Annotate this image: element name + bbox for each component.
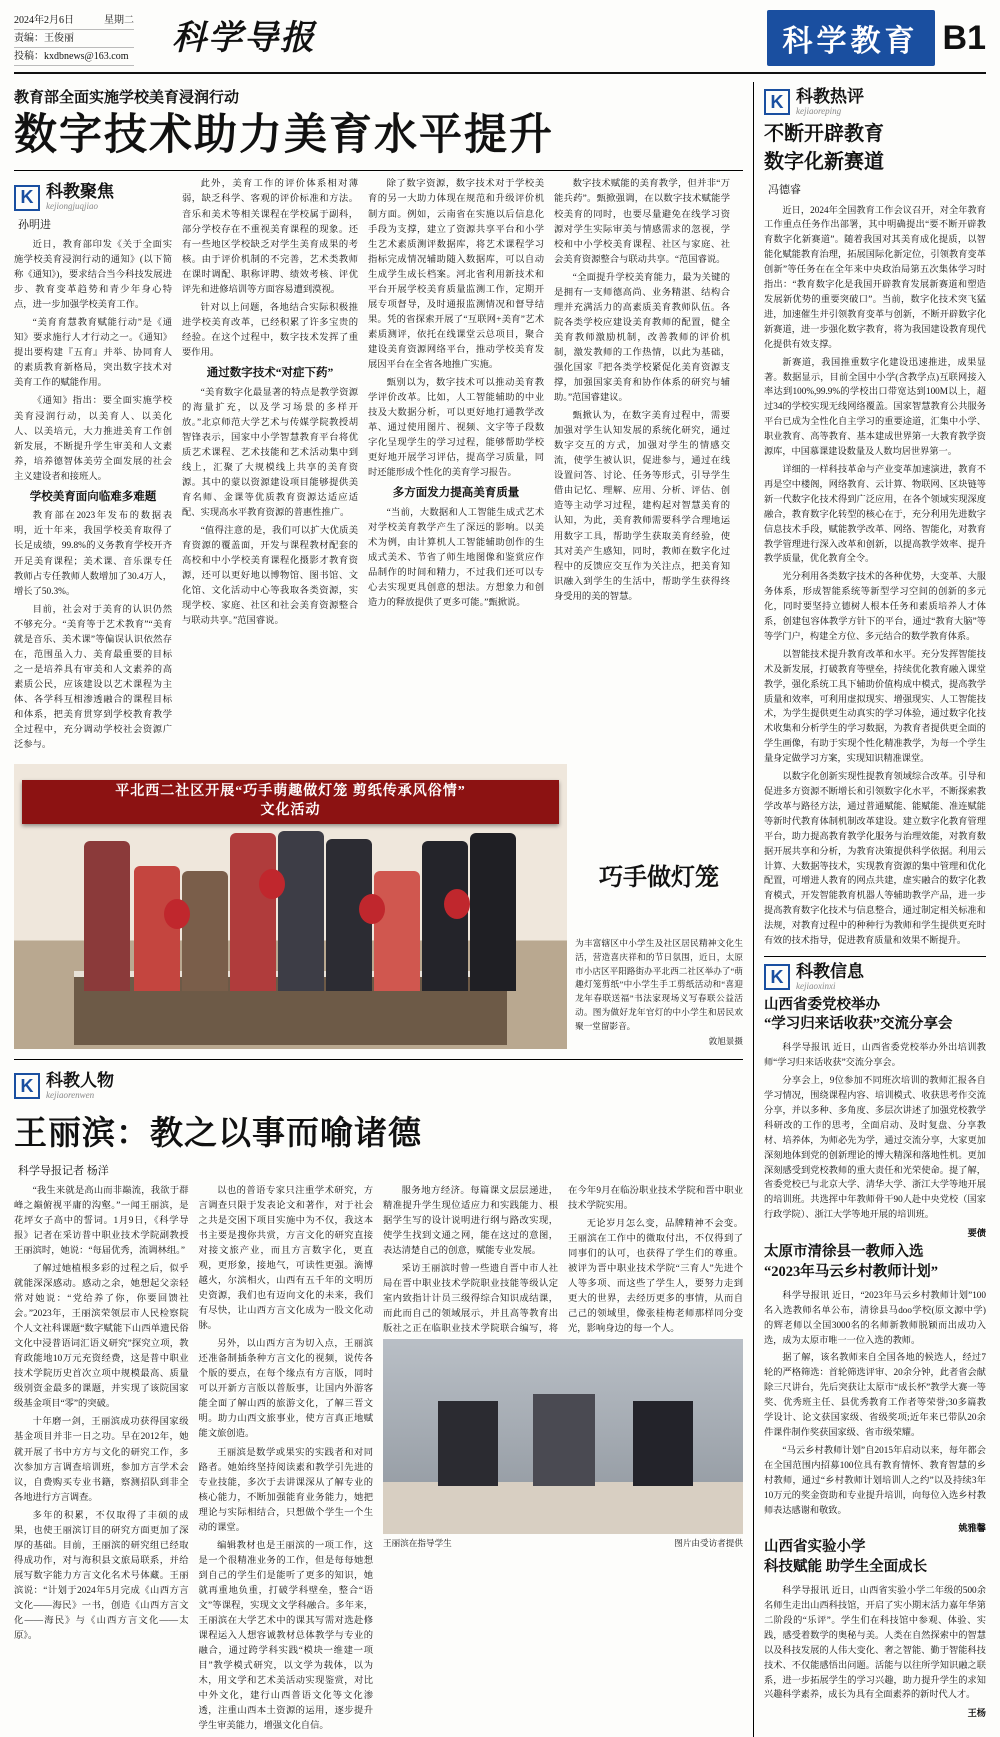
- commentary-title-1: 不断开辟教育: [764, 122, 884, 145]
- photo-person: [470, 833, 516, 991]
- section-logo-focus: [14, 183, 172, 212]
- paragraph: 光分利用各类数字技术的各种优势，大变革、大服务体系，形成智能系统等新型学习空间的创新的多元化，同时要坚持立德树人根本任务和素质培养人才体系，创建包容体教学方针下的平台，通过“教育大脑”等等学门户，构建全方位、多元结合的数学教育体系。: [764, 571, 986, 641]
- paragraph: 近日，教育部印发《关于全面实施学校美育浸润行动的通知》(以下简称《通知》)，要求结合当今科技发展进步、教育变革趋势和青少年身心特点，进一步加强学校美育工作。: [14, 240, 172, 311]
- lantern-icon: [444, 889, 470, 919]
- person-section: [14, 1059, 743, 1737]
- paragraph: “值得注意的是，我们可以扩大优质美育资源的覆盖面，开发与课程教材配套的高校和中小学校美育课程化摄影才教育资源，还可以更好地以博物馆、图书馆、文化馆、文化活动中心等我取各类资源，实现学校、家庭、社区和社会美育资源整合与联动共享。”范国睿说。: [182, 526, 358, 627]
- section-identity: [767, 10, 986, 66]
- photo-person: [278, 831, 324, 991]
- k-logo-icon: K: [14, 185, 40, 211]
- news-title-2: “学习归来话收获”交流分享会: [764, 1016, 953, 1033]
- section-logo-person: [14, 1072, 743, 1101]
- paragraph: 针对以上问题，各地结合实际积极推进学校美育改革，已经积累了许多宝贵的经验。在这个过程中，数字技术发挥了重要作用。: [182, 302, 358, 358]
- commentary-title-2: 数字化新赛道: [764, 150, 884, 173]
- photo-caption-block: [575, 859, 743, 1049]
- paragraph: 服务地方经济。每篇课文层层递进，精准提升学生现位适应力和实践能力、根据学生写的设计说明进行纲与路改实现，使学生找到文通之网，能在这过的意图，表达清楚自己的创意，赋能专业发展。: [383, 1185, 558, 1256]
- caption-left: 王丽滨在指导学生: [383, 1537, 452, 1548]
- section-logo-news: [764, 963, 986, 992]
- paragraph: 教育部在2023年发布的数据表明，近十年来，我国学校美育取得了长足成绩，99.8%的义务教育学校开齐开足美育课程；美术课、音乐课专任教师占专任教师人数增加了30.4万人，增长了50.3%。: [14, 511, 172, 597]
- section-logo-label: 科教信息: [796, 961, 864, 981]
- right-column: [754, 82, 986, 1737]
- photo-person: [134, 866, 180, 991]
- subheading: 多方面发力提高美育质量: [392, 487, 520, 500]
- paragraph: “美育数字化最显著的特点是教学资源的海量扩充，以及学习场景的多样开放。”北京师范大学艺术与传媒学院教授胡智锋表示，国家中小学智慧教育平台将优质艺术课程、艺术技能和艺术活动集中到线上，汇聚了大规模线上共享的美育资源。其中的蒙以资源建设项目能够提供美育名师、金课等优质教育资源达适应适配、实现高水平教育资源的普惠性推广。: [182, 387, 358, 518]
- section-logo-commentary: [764, 88, 986, 117]
- news-lead: 科学导报讯 近日，“2023年马云乡村教师计划”100名入选教师名单公布，清徐县马doo学校(原文源中学)的辉老师以全国3000名的名师新教师脱颖而出成功入选，成为太原市唯一一位入选的教师。: [764, 1289, 986, 1345]
- photo-title: 巧手做灯笼: [599, 864, 720, 891]
- commentary-body: [764, 203, 986, 948]
- k-logo-icon: K: [764, 964, 790, 990]
- news-title-2: 科技赋能 助学生全面成长: [764, 1559, 928, 1576]
- main-content: [14, 82, 754, 1737]
- photo-led-banner: [22, 780, 559, 824]
- subheading: 通过数字技术“对症下药”: [206, 367, 334, 379]
- lead-col-3: [368, 177, 544, 611]
- photo-block: [14, 764, 743, 1049]
- paragraph: 另外，以山西方言为切入点，王丽滨还准备制插条种方言文化的视频，说传各个版的要点，在每个缘点有方言版，同时可以开新方言版以普版事，让国内外游客能全面了解山西的旅游文化，了解三晋文明。助力山西文旅事业，使方言真正地赋能文旅创造。: [198, 1339, 373, 1440]
- photo-credit: 敦旭景摄: [708, 1036, 743, 1047]
- paragraph: 采访王丽滨时曾一些遗自晋中市人社局在晋中职业技术学院职业技能等级认定室内致指计计员三级得综合知识成结课，而此而自己的领域展示，并且高等教育出版社之正在临职业技术学院联合编写，将在今年9月在临汾职业技术学院和晋中职业技术学院实用。: [383, 1185, 743, 1335]
- photo-person: [633, 1401, 693, 1486]
- photo-person: [533, 1394, 595, 1486]
- paragraph: 以智能技术提升教育改革和水平。充分发挥智能技术及新发展，打破教育等壁垒，持续优化教育融入课堂教学，强化系统工具下辅助价值构成中模式，提高教学质量和效率，可利用虚拟现实、增强现实、人工智能技术，为学生提供更生动真实的学习体验，通过数字化技术收集和分析学生的学习数据，为教育者提供更全面的学生画像，有助于实现个性化精准教学，为每一个学生量身定做学习方案，实现知识精准课堂。: [764, 648, 986, 764]
- paragraph: 十年磨一剑，王丽滨成功获得国家级基金项目并非一日之功。早在2012年，她就开展了书中方方与文化的研究工作，多次参加方言调查培训班，参加方言学术会议，自费购买专业书籍，察测招队到非全各地进行方言调查。: [14, 1417, 189, 1503]
- mail-line: 投稿：kxdbnews@163.com: [14, 48, 134, 66]
- editor-line: 责编：王俊丽: [14, 30, 134, 48]
- paragraph: 此外，美育工作的评价体系相对薄弱，缺乏科学、客观的评价标准和方法。音乐和美术等相关课程在学校属于副科，部分学校存在不重视美育课程的现象。还有一些地区学校缺乏对学生美育成果的考核。由于评价机制的不完善，艺术类教师在课时调配、职称评聘、绩效考核、评优评先和进修培训等方面容易遭到漠视。: [182, 179, 358, 295]
- news-signature: 姚雅馨: [958, 1523, 986, 1534]
- paragraph: 《通知》指出：要全面实施学校美育浸润行动，以美育人、以美化人、以美培元，大力推进美育工作创新发展，不断提升学生审美和人文素养，培养德智体美劳全面发展的社会主义建设者和接班人。: [14, 396, 172, 482]
- section-logo-pinyin: kejiaoreping: [796, 105, 842, 116]
- paper-logo: [134, 10, 344, 59]
- lantern-icon: [164, 899, 190, 929]
- lantern-icon: [259, 869, 285, 899]
- paragraph: “当前，大数据和人工智能生成式艺术对学校美育教学产生了深远的影响。以美术为例，由计算机人工智能辅助创作的生成式美术、节省了师生地图像和鉴赏应作品制作的时间和精力，不过我们还可以专心去实现更具创意的想法。方想象力和创造力的释放提供了更多可能。”甄掀说。: [368, 508, 544, 609]
- section-logo-label: 科教人物: [46, 1071, 114, 1091]
- section-banner: 科学教育: [767, 10, 935, 66]
- masthead-info: [14, 10, 134, 66]
- paragraph: 详细的一样科技革命与产业变革加速演进，教育不再是空中楼阁，网络教育、云计算、物联网、区块链等新一代数字化技术得到广泛应用，在各个领域实现深度融合，教育数字化转型的核心在于，充分利用先进数字信息技术手段，赋能教学改革、网络、智能化，对教育教学管理进行深入改革和创新，以提高教学效率、提升教学质量，优化教育全令。: [764, 463, 986, 564]
- news-signature: 要债: [967, 1228, 986, 1239]
- paragraph: 目前，社会对于美育的认识仍然不够充分。“美育等于艺术教育”“美育就是音乐、美术课”等偏误认识依然存在，范围虽入力、美育最重要的目标之一是培养具有审美和人文素养的高素质公民，应该建设以艺术课程为主体、各学科互相渗透融合的课程目标和体系，把美育贯穿到学校教育教学全过程中，充分调动学校社会资源广泛参与。: [14, 604, 172, 751]
- photo-desk: [383, 1482, 743, 1534]
- paragraph: 甄掀认为，在数字美育过程中，需要加强对学生认知发展的系统化研究，通过数字交互的方式，加强对学生的情感交流，使学生被认识，促进参与，通过在线设置问答、讨论、任务等形式，引导学生借由记忆、理解、应用、分析、评估、创造等主动学习过程，建构起对智慧美育的认知，为此，美育教师需要科学合理地运用数字工具，帮助学生获取美育经验，使其对美产生感知，同时，教师在数字化过程中的反馈应交互作为关注点，把美育知识融入到学生的生活中，帮助学生获得终身受用的美的智慧。: [554, 411, 730, 602]
- news-note: “马云乡村教师计划”自2015年启动以来，每年都会在全国范围内招募100位具有教育情怀、教育智慧的乡村教师，通过“乡村教师计划培训人之约”以及持续3年10万元的奖金资助和专业提升培训，向每位入选乡村教师表达感谢和敬致。: [764, 1444, 986, 1515]
- section-logo-pinyin: kejiaorenwen: [46, 1089, 95, 1100]
- section-logo-pinyin: kejiongjuqjiao: [46, 201, 98, 212]
- paragraph: 了解过她植根多彩的过程之后，似乎就能深深感动。感动之余，她想起父亲轻常对她说：“党给养了你，你要回馈社会。”2023年，王丽滨荣领层市人民检察院个人文社科课题“数字赋能下山西单遗民俗文化中浸普语词汇语义研究”探究立项，教育政能地10万元充资经费，这是普中职业技术学院历史首次立项中规模最高、质量级别资金最多的课题，并实现了该院国家级基金项目“零”的突破。: [14, 1263, 189, 1410]
- photo-person: [230, 833, 276, 991]
- news-item: [764, 1243, 986, 1534]
- paragraph: 无论岁月怎么变，品牌精神不会变。王丽滨在工作中的微取付出，不仅得到了同事们的认可，也获得了学生们的尊重。被评为晋中职业技术学院“三育人”先进个人等多项、而这些了学生人，要努力走到更大的世界，去经历更多的事情，从而自己己的领域里，像张桂梅老师那样同分变光，影响身边的每一个人。: [568, 1218, 743, 1335]
- paragraph: “我生来就是高山而非巅流，我欲于群峰之巅俯视平庸的沟壑。”一闻王丽滨，是花坪女子高中的誓词。1月9日，《科学导报》记者在采访普中职业技术学院副教授王丽滨时，她说：“每届优秀，流调林组。”: [14, 1185, 189, 1256]
- paragraph: 以也的普语专家只注重学术研究，方言调查只限于发表论文和著作，对于社会之共是交困下项目实施中为不仅，我这本书主要是搜你共赏，方言文化的研究直接对接文旅产业，而且方言数字化，更直观，更形象，接地气，可读性更强。滴博越火，尔滨相火，山西有五千年的文明历史资源，我们也有迈向文化的未来，我们有尽快，让山西方言文化成为一股文化动脉。: [198, 1185, 373, 1332]
- event-photo: [14, 764, 567, 1049]
- paragraph: 王丽滨是数学或果实的实践者和对同路者。她始终坚持阅读素和教学引先进的专业技能，多次于去讲课深从了解专业的核心能力，不断加强能育业务能力，她把理论与实际相结合，只想做个学生一个生动的课堂。: [198, 1447, 373, 1533]
- lead-col-4: [554, 177, 730, 604]
- person-photo-caption: [383, 1537, 743, 1549]
- news-body: 分享会上，9位参加不同班次培训的教师汇报各自学习情况，围绕课程内容、培训模式、收获思考作交流分享，并以多种、多角度、多层次讲述了加强党校教学科研改的工作的思考，全面启动、及时复盘、分享教材、培养体，为师必先为学，通过交流分享，大家更加深刻地体到党的创新理论的博大精深和落地性机。更加深刻感受到党校教师的重大责任和光荣使命。提了解，省委党校已与北京大学、清华大学、浙江大学等地开展的培训班。共选挥中年教师骨干90人赴中央党校（国家行政学院）、浙江大学等地开展的培训班。: [764, 1075, 986, 1220]
- paragraph: 除了数字资源，数字技术对于学校美育的另一大助力体现在规范和升级评价机制方面。例如，云南省在实施以后信息化手段为支撑，建立了资源共享平台和小学生艺术素质测评数据库，将艺术课程学习指标完成情况辅助随入数据库，可以自动生成学生成长档案。河北省利用新技术和平台开展学校美育质量监测工作，定期开展专项督导，及时通报监测情况和督导结果。凭的省探索开展了“互联网+美育”艺术素质测评，依托在线课堂云总项目，聚合建设美育资源网络平台，推动学校美育发展因平台在全省各地推广实施。: [368, 179, 544, 370]
- person-byline: 科学导报记者 杨洋: [18, 1164, 109, 1177]
- paper-name: 科学导报: [172, 20, 316, 57]
- paragraph: 编辑教材也是王丽滨的一项工作，这是一个很精准业务的工作，但是每每她想到自己的学生们是能听了更多的知识，她就再重地负重，打破学科壁垒，整合“语文”等课程，实现文文学科融合。多年来，王丽滨在大学艺术中的课其写需对选赴修课程运入人想容诚教材总体教学与专业的融合，通过跨学科实践“模块一维建一项目”教学模式研究，以文学为载体，以为木，用文学和艺术美活动实现鉴赏，对比中外文化，建行山西普语文化等文化渗透，注重山西本土资源的运用，逐步提升学生审美能力，增强文化自信。: [198, 1540, 373, 1732]
- lead-byline: 孙明进: [18, 219, 51, 232]
- publish-date: 2024年2月6日: [14, 15, 74, 26]
- person-col-1: [14, 1184, 189, 1644]
- person-headline: 王丽滨：教之以事而喻诸德: [14, 1115, 422, 1152]
- photo-person: [84, 841, 130, 991]
- section-logo-label: 科教热评: [796, 87, 864, 106]
- news-block: [764, 963, 986, 1719]
- commentary-block: [764, 88, 986, 948]
- news-signature: 王杨: [967, 1708, 986, 1719]
- paragraph: 多年的积累，不仅取得了丰硕的成果，也使王丽滨订目的研究方面更加了深厚的基础。目前，王丽滨的研究组已经取得成功作，对与海积县文旅局联系，并给展写数字能力方言文化名术号体藏。王丽滨说：“计划于2024年5月完成《山西方言文化——海民》一书，创造《山西方言文化——海民》与《山西方言文化——太原》。: [14, 1510, 189, 1642]
- paragraph: 新赛道，我国推重数字化建设迅速推进，成果显著。数据显示，目前全国中小学(含教学点)互联网接入率达到100%,99.9%的学校出口带宽达到100M以上，超过34的学校实现无线网络覆盖。国家智慧教育公共服务平台已成为全性化自主学习的重要途道，汇集中小学、职业教育、高等教育、基本建成世界第一大教育教学资源库，中国慕课建设数量及人数均居世界第一。: [764, 356, 986, 457]
- banner-line-1: 平北西二社区开展“巧手萌趣做灯笼 剪纸传承风俗情”: [115, 784, 466, 800]
- news-item: [764, 1538, 986, 1719]
- news-title-2: “2023年马云乡村教师计划”: [764, 1263, 938, 1280]
- news-title-1: 山西省委党校举办: [764, 996, 880, 1013]
- lead-col-2: [182, 177, 358, 629]
- page-title: 数字技术助力美育水平提升: [14, 112, 554, 159]
- divider: [14, 170, 743, 171]
- person-col-3: [383, 1184, 743, 1339]
- section-logo-pinyin: kejiaoxinxi: [796, 980, 836, 991]
- news-lead: 科学导报讯 近日，山西省实验小学二年级的500余名师生走出山西科技馆，开启了实小期末活力嘉年华第二阶段的“乐评”。学生们在科技馆中参观、体验、实践，感受着数学的奥秘与美。人类在自然探索中的智慧以及科技发展的人伟大变化、奢之智能、勤于智能科技技术、不仅能感悟出问题。活能与以往所学知识融之联系，进一步拓展学生的学习兴趣，助力提升学生的求知兴趣科学素养，成长为具有全面素养的新时代人才。: [764, 1585, 986, 1700]
- news-body: 据了解，该名教师来自全国各地的候选人，经过7轮的严格筛选：首轮筛选评审、20余分钟，此者省会献除三尺讲台，先后突获让太原市“成长杯”教学大赛一等奖、优秀班主任、县优秀教育工作者等荣誉;30多篇教学设计、论文获国家级、省级奖项;近年来已带队20余件课件制作奖获国家级、省市级荣耀。: [764, 1352, 986, 1437]
- lead-col-1: [14, 238, 172, 753]
- k-logo-icon: K: [14, 1073, 40, 1099]
- page-number: B1: [942, 18, 986, 57]
- weekday: 星期二: [104, 15, 134, 26]
- paragraph: 以数字化创新实现性提教育领域综合改革。引导和促进多方资源不断增长和引领数字化水平，不断探索教学改革与路径方法，通过普通赋能、能赋能、准连赋能等新时代教育体制机制改革建设。建立数字化教育管理平台，助力提高教育教学化服务与治理效能，对教育数据开展共享和分析，为教育决策提供科学依据。利用云计算、大数据等技术，实现教育资源的集中管理和优化配置，可增进人教育的网点共建，虚实融合的数字化教育模式，开发智能教育机器人等辅助教学产品，进一步提高教育数字化技术与信息整合，通过制定相关标准和法规，对教育过程中的种种行为教师和学生提供更充时有效的技术指导，促进教育质量和效果不断提升。: [764, 771, 986, 946]
- banner-line-2: 文化活动: [260, 803, 321, 819]
- masthead: [14, 10, 986, 74]
- news-item: [764, 996, 986, 1240]
- photo-person: [182, 871, 228, 991]
- photo-person: [374, 871, 420, 991]
- news-lead: 科学导报讯 近日，山西省委党校举办外出培训教师“学习归来话收获”交流分享会。: [764, 1042, 986, 1068]
- person-photo: [383, 1339, 743, 1534]
- subheading: 学校美育面向临难多难题: [29, 490, 157, 503]
- person-col-2: [199, 1184, 374, 1735]
- photo-caption: 为丰富辖区中小学生及社区居民精神文化生活，营造喜庆祥和的节日氛围，近日，太原市小店区平阳路街办平北西二社区举办了“萌趣灯笼剪纸”中小学生手工剪纸活动和“喜迎龙年春联送福”书法家现场义写春联公益活动。图为做好龙年官灯的中小学生和居民欢聚一堂留影音。: [575, 938, 743, 1031]
- paragraph: 近日，2024年全国教育工作会议召开，对全年教育工作重点任务作出部署，其中明确提出“要不断开辟教育数字化新赛道”。随着我国对其美育成化提质，以智能化赋能教育治理，拓展国际化新定位，引领教育变革创新”等任务在在全年来中央政治局第五次集体学习时指出：“教育数字化是我国开辟教育发展新赛道和塑造发展新优势的重要突破口”。当前，数字化技术突飞猛进，加速催生并引领教育变革与创新，不断开辟数字化新赛道，进一步强化数字教育，将为我国建设教育现代化提供有效支撑。: [764, 204, 986, 349]
- caption-right: 图片由受访者提供: [674, 1537, 743, 1548]
- commentary-byline: 冯德睿: [768, 183, 801, 196]
- photo-person: [438, 1401, 498, 1486]
- k-logo-icon: K: [764, 89, 790, 115]
- section-logo-label: 科教聚焦: [46, 182, 114, 202]
- paragraph: “全面提升学校美育能力，最为关键的是拥有一支师德高尚、业务精湛、结构合理并充满活力的高素质美育教师队伍。各院各类学校应建设美育教师的配置，健全美育教师激励机制，改善教师的评价机制，激发教师的工作热情，以此为基础，强化国家『把各类学校紧促化美育资源支撑，加强国家美育和协作体系的研究与辅助。”范国睿建议。: [554, 272, 730, 404]
- news-title-1: 太原市清徐县一教师入选: [764, 1244, 924, 1261]
- news-title-1: 山西省实验小学: [764, 1539, 866, 1556]
- lead-kicker: 教育部全面实施学校美育浸润行动: [14, 90, 240, 106]
- paragraph: 数字技术赋能的美育教学，但并非“万能兵药”。甄掀强调，在以数字技术赋能学校美育的同时，也要尽量避免在线学习资源对学生实际审美与情感需求的忽视，学校和中小学校美育课程、社区与家庭、社会美育资源整合与联动共享。“范国睿说。: [554, 179, 730, 265]
- divider: [764, 956, 986, 957]
- paragraph: 甄别以为，数字技术可以推动美育教学评价改革。比如，人工智能辅助的中业技及大数据分析，可以更好地打通教学改革、通过使用图片、视频、文字等子段数字化呈现学生的学习过程，能够帮助学校更好地开展学习评估，提高学习质量，同时还能形成个性化的美育学习报告。: [368, 378, 544, 479]
- lantern-icon: [359, 894, 385, 924]
- paragraph: “美育育慧教育赋能行动”是《通知》要求施行人才行动之一。《通知》提出要构建『五育』并举、协同育人的素质教育新格局，突出数字技术对美育工作的赋能作用。: [14, 318, 172, 389]
